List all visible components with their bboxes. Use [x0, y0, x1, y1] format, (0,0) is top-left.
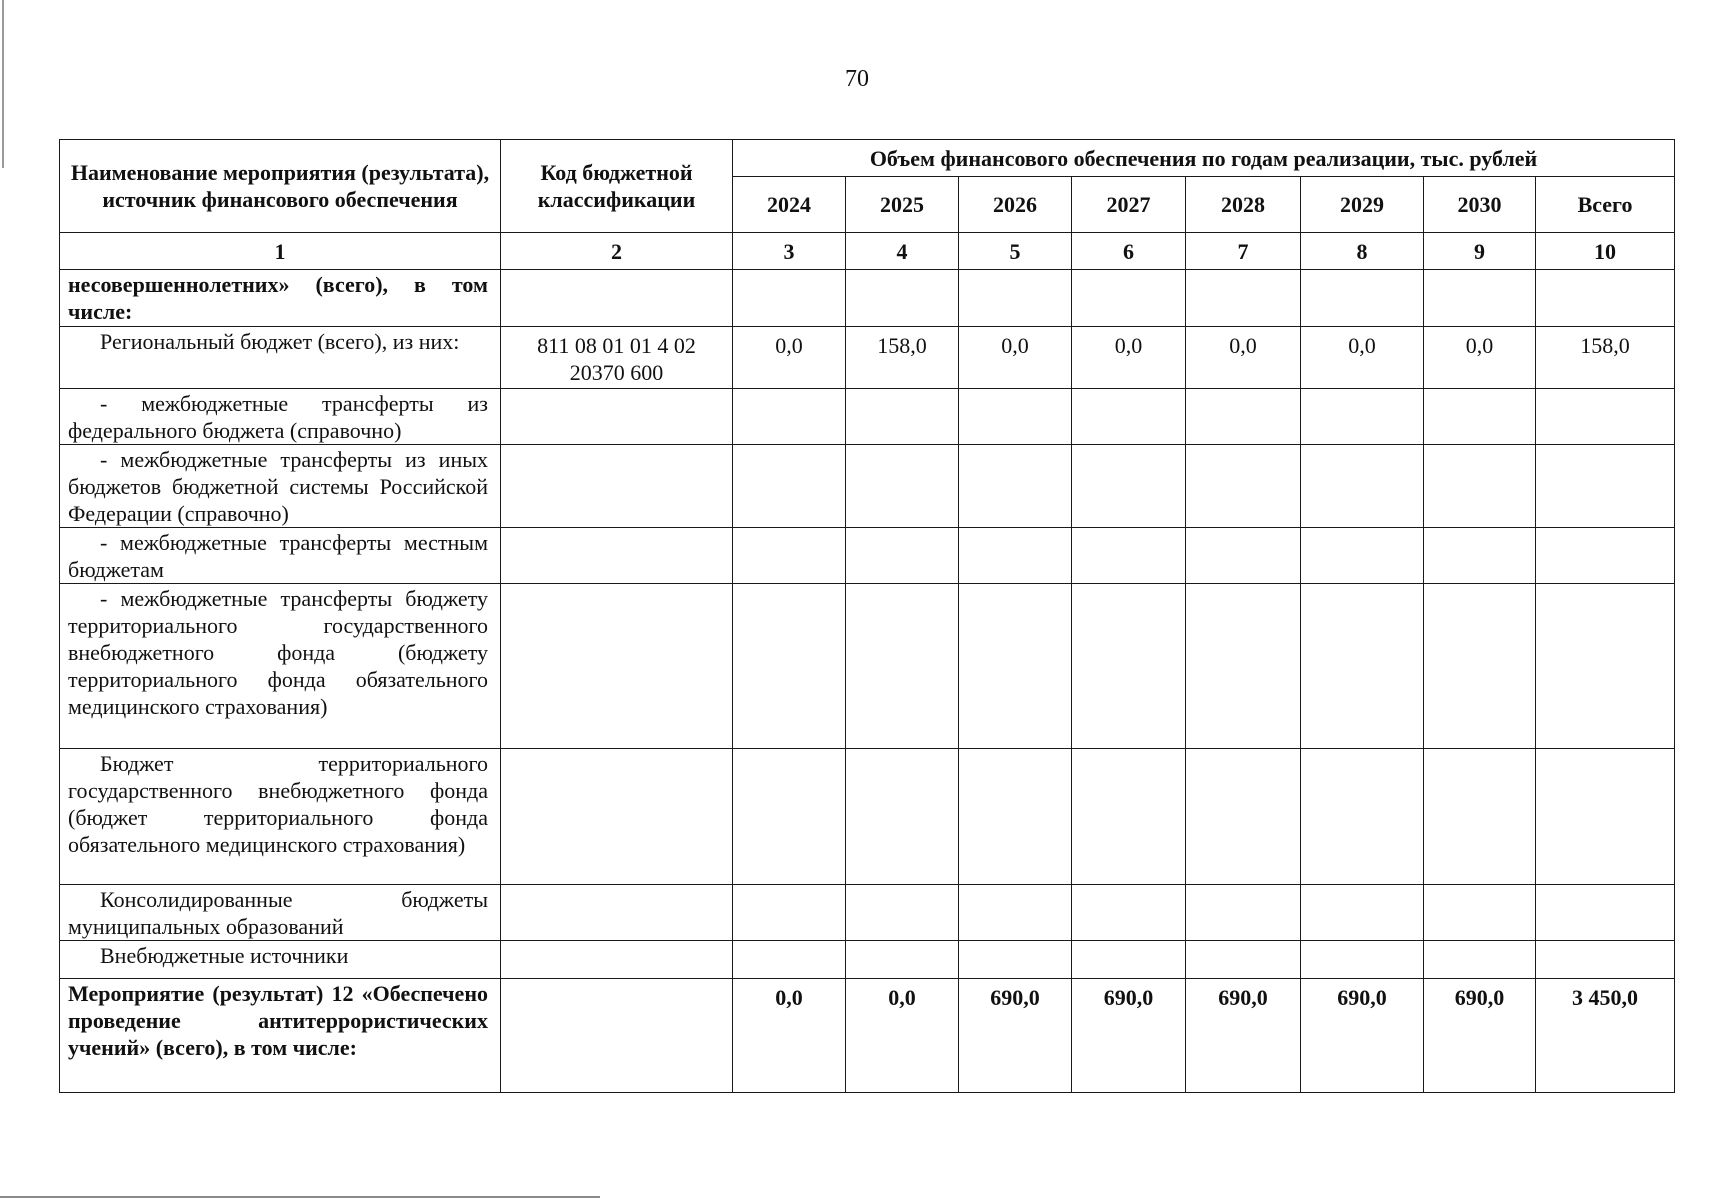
row-value	[1072, 528, 1186, 584]
row-code	[501, 389, 733, 445]
row-value	[1186, 270, 1301, 327]
header-total: Всего	[1536, 177, 1675, 233]
table-row	[60, 445, 1675, 528]
header-volume-group: Объем финансового обеспечения по годам реализации, тыс. рублей	[733, 140, 1675, 177]
row-value	[1072, 749, 1186, 885]
row-value	[959, 584, 1072, 749]
table-row	[60, 979, 1675, 1093]
row-code: 811 08 01 01 4 02 20370 600	[501, 327, 733, 389]
row-total	[1536, 749, 1675, 885]
column-number: 2	[501, 233, 733, 270]
header-name-column: Наименование мероприятия (результата), источник финансового обеспечения	[60, 140, 501, 233]
row-value	[1424, 749, 1536, 885]
row-value	[1072, 941, 1186, 979]
column-number: 5	[959, 233, 1072, 270]
column-number: 7	[1186, 233, 1301, 270]
row-value	[1301, 749, 1424, 885]
table-row	[60, 270, 1675, 327]
row-total	[1536, 445, 1675, 528]
row-name: Консолидированные бюджеты муниципальных образований	[60, 885, 501, 941]
row-value	[1301, 445, 1424, 528]
row-code	[501, 270, 733, 327]
row-value: 0,0	[1072, 327, 1186, 389]
row-code	[501, 885, 733, 941]
row-value	[846, 389, 959, 445]
row-total	[1536, 584, 1675, 749]
row-value	[1186, 389, 1301, 445]
column-number: 8	[1301, 233, 1424, 270]
row-value	[959, 941, 1072, 979]
row-value	[1301, 885, 1424, 941]
column-number: 3	[733, 233, 846, 270]
row-value	[1424, 528, 1536, 584]
row-value	[1424, 445, 1536, 528]
row-value	[1301, 528, 1424, 584]
table-row	[60, 528, 1675, 584]
header-year: 2030	[1424, 177, 1536, 233]
header-year: 2024	[733, 177, 846, 233]
row-value	[733, 445, 846, 528]
row-value	[1072, 584, 1186, 749]
header-row-top	[60, 140, 1675, 177]
row-value	[1301, 584, 1424, 749]
row-name: Бюджет территориального государственного внебюджетного фонда (бюджет территориального фонда обязательного медицинского страхования)	[60, 749, 501, 885]
header-year: 2028	[1186, 177, 1301, 233]
row-name: Внебюджетные источники	[60, 941, 501, 979]
row-value: 690,0	[1072, 979, 1186, 1093]
header-code-column: Код бюджетной классификации	[501, 140, 733, 233]
row-name: - межбюджетные трансферты местным бюджетам	[60, 528, 501, 584]
row-name: - межбюджетные трансферты бюджету территориального государственного внебюджетного фонда (бюджету территориального фонда обязательного медицинского страхования)	[60, 584, 501, 749]
table-row	[60, 885, 1675, 941]
row-value: 0,0	[1186, 327, 1301, 389]
row-value	[1301, 389, 1424, 445]
row-value	[733, 749, 846, 885]
table-row	[60, 327, 1675, 389]
row-value: 0,0	[959, 327, 1072, 389]
row-value	[733, 584, 846, 749]
row-name: Мероприятие (результат) 12 «Обеспечено проведение антитеррористических учений» (всего), в том числе:	[60, 979, 501, 1093]
table-row	[60, 941, 1675, 979]
column-number: 10	[1536, 233, 1675, 270]
row-value: 690,0	[1424, 979, 1536, 1093]
row-value	[846, 445, 959, 528]
row-value	[1424, 270, 1536, 327]
row-value	[1072, 445, 1186, 528]
row-value	[1301, 941, 1424, 979]
row-value	[1072, 389, 1186, 445]
header-year: 2025	[846, 177, 959, 233]
row-value	[846, 270, 959, 327]
row-value: 0,0	[1301, 327, 1424, 389]
row-value	[959, 389, 1072, 445]
row-value	[959, 445, 1072, 528]
row-value	[1424, 584, 1536, 749]
row-value	[1424, 389, 1536, 445]
row-name: - межбюджетные трансферты из иных бюджетов бюджетной системы Российской Федерации (справочно)	[60, 445, 501, 528]
column-number: 1	[60, 233, 501, 270]
row-value	[959, 749, 1072, 885]
row-value	[846, 749, 959, 885]
column-number-row	[60, 233, 1675, 270]
table-row	[60, 749, 1675, 885]
row-value	[733, 885, 846, 941]
table-row	[60, 584, 1675, 749]
row-value	[1186, 445, 1301, 528]
row-code	[501, 979, 733, 1093]
row-value: 690,0	[1186, 979, 1301, 1093]
row-value: 690,0	[959, 979, 1072, 1093]
row-value	[733, 389, 846, 445]
row-total	[1536, 885, 1675, 941]
row-name: Региональный бюджет (всего), из них:	[60, 327, 501, 389]
row-value	[1072, 885, 1186, 941]
row-value	[1301, 270, 1424, 327]
row-value	[846, 941, 959, 979]
row-value	[1072, 270, 1186, 327]
row-value	[959, 528, 1072, 584]
page-number: 70	[845, 66, 869, 92]
row-code	[501, 749, 733, 885]
row-code	[501, 584, 733, 749]
row-value	[846, 528, 959, 584]
row-value: 0,0	[846, 979, 959, 1093]
row-value	[1186, 749, 1301, 885]
scan-edge-bottom	[0, 1196, 600, 1198]
row-value	[1186, 584, 1301, 749]
row-value: 0,0	[1424, 327, 1536, 389]
row-code	[501, 941, 733, 979]
row-value	[1186, 941, 1301, 979]
row-value	[1186, 885, 1301, 941]
row-total: 158,0	[1536, 327, 1675, 389]
row-total	[1536, 941, 1675, 979]
row-value: 0,0	[733, 979, 846, 1093]
row-name: - межбюджетные трансферты из федерального бюджета (справочно)	[60, 389, 501, 445]
header-year: 2027	[1072, 177, 1186, 233]
row-code	[501, 445, 733, 528]
row-value	[733, 941, 846, 979]
header-year: 2029	[1301, 177, 1424, 233]
row-name: несовершеннолетних» (всего), в том числе:	[60, 270, 501, 327]
row-value	[733, 528, 846, 584]
row-value: 690,0	[1301, 979, 1424, 1093]
row-value	[846, 885, 959, 941]
row-value: 158,0	[846, 327, 959, 389]
table-row	[60, 389, 1675, 445]
row-total: 3 450,0	[1536, 979, 1675, 1093]
row-value	[959, 885, 1072, 941]
column-number: 6	[1072, 233, 1186, 270]
row-total	[1536, 270, 1675, 327]
row-value	[846, 584, 959, 749]
column-number: 4	[846, 233, 959, 270]
row-value	[733, 270, 846, 327]
row-value	[959, 270, 1072, 327]
row-code	[501, 528, 733, 584]
financing-table	[59, 139, 1675, 1093]
row-value	[1424, 885, 1536, 941]
header-year: 2026	[959, 177, 1072, 233]
row-value	[1186, 528, 1301, 584]
row-value: 0,0	[733, 327, 846, 389]
row-total	[1536, 389, 1675, 445]
column-number: 9	[1424, 233, 1536, 270]
row-total	[1536, 528, 1675, 584]
row-value	[1424, 941, 1536, 979]
